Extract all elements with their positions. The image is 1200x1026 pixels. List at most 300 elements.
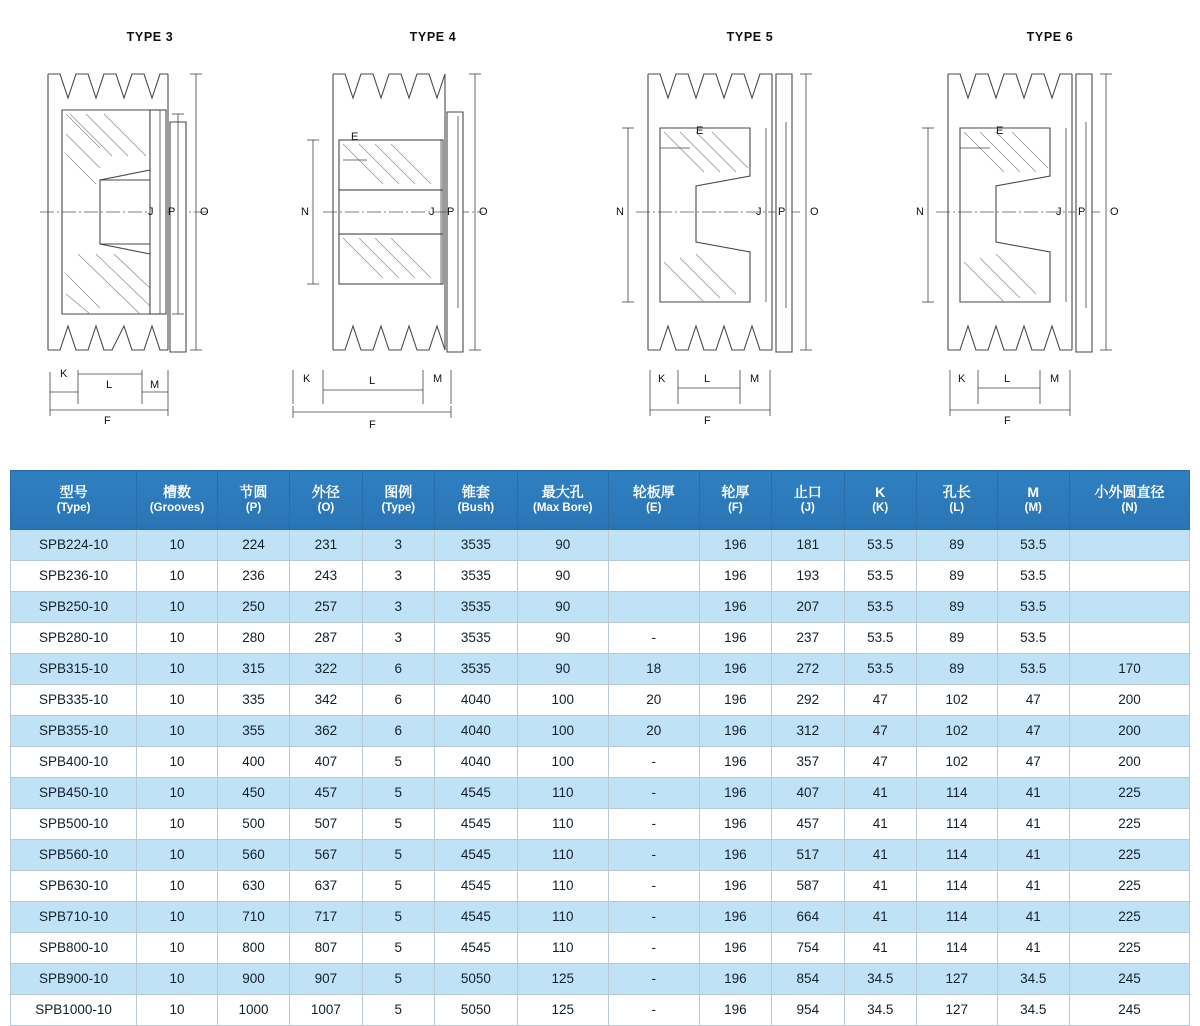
column-header-8 [699, 471, 771, 530]
pulley-drawing-type-4 [283, 52, 583, 452]
table-cell: 567 [290, 840, 362, 871]
table-cell: 53.5 [844, 561, 916, 592]
table-cell: - [608, 933, 699, 964]
column-header-main: K [875, 484, 886, 501]
table-cell: 89 [916, 592, 997, 623]
diagram-title: TYPE 4 [409, 30, 457, 44]
table-cell [1069, 561, 1189, 592]
table-row [11, 654, 1190, 685]
table-cell: 110 [517, 809, 608, 840]
column-header-main: 节圆 [239, 484, 268, 501]
column-header-main: M [1027, 484, 1040, 501]
table-cell: 237 [772, 623, 844, 654]
table-cell: 400 [217, 747, 289, 778]
column-header-main: 小外圆直径 [1094, 484, 1165, 501]
column-header-sub: (Bush) [457, 502, 495, 515]
table-cell: 41 [997, 871, 1069, 902]
column-header-sub: (E) [646, 502, 662, 515]
table-cell: 10 [137, 902, 218, 933]
table-cell: 507 [290, 809, 362, 840]
table-cell: - [608, 840, 699, 871]
table-cell: 225 [1069, 778, 1189, 809]
table-cell: 196 [699, 933, 771, 964]
table-cell: 196 [699, 654, 771, 685]
table-cell: 292 [772, 685, 844, 716]
cell-model: SPB630-10 [11, 871, 137, 902]
table-cell: 907 [290, 964, 362, 995]
table-cell: 41 [844, 778, 916, 809]
diagram-type-5 [600, 0, 900, 452]
table-cell: 89 [916, 530, 997, 561]
table-cell: 90 [517, 561, 608, 592]
table-cell: 110 [517, 933, 608, 964]
column-header-sub: (Type) [56, 502, 91, 515]
dim-label-L: L [369, 375, 376, 387]
column-header-sub: (N) [1121, 502, 1138, 515]
table-cell: 754 [772, 933, 844, 964]
cell-model: SPB450-10 [11, 778, 137, 809]
table-cell: 102 [916, 716, 997, 747]
table-cell: 10 [137, 933, 218, 964]
column-header-sub: (K) [872, 502, 889, 515]
table-cell: 457 [772, 809, 844, 840]
table-cell: 10 [137, 654, 218, 685]
dim-label-M: M [150, 379, 160, 391]
cell-model: SPB400-10 [11, 747, 137, 778]
table-cell: 900 [217, 964, 289, 995]
table-cell: 287 [290, 623, 362, 654]
table-cell: 854 [772, 964, 844, 995]
table-cell: 41 [844, 933, 916, 964]
column-header-sub: (M) [1024, 502, 1042, 515]
table-row [11, 716, 1190, 747]
diagram-title: TYPE 5 [726, 30, 774, 44]
cell-model: SPB335-10 [11, 685, 137, 716]
diagram-row [0, 0, 1200, 452]
table-cell: 114 [916, 902, 997, 933]
table-row [11, 809, 1190, 840]
table-cell: 110 [517, 871, 608, 902]
column-header-13 [1069, 471, 1189, 530]
dim-label-M: M [1050, 373, 1060, 385]
table-cell: 10 [137, 840, 218, 871]
table-cell: 127 [916, 995, 997, 1026]
pulley-drawing-type-5 [600, 52, 900, 452]
table-cell: 3535 [435, 592, 518, 623]
dim-label-E: E [696, 125, 704, 137]
table-cell: 6 [362, 654, 434, 685]
table-cell: 587 [772, 871, 844, 902]
dim-label-J: J [429, 206, 435, 218]
table-cell: 47 [844, 685, 916, 716]
table-cell: 231 [290, 530, 362, 561]
table-row [11, 840, 1190, 871]
table-cell [1069, 623, 1189, 654]
table-cell: 47 [997, 685, 1069, 716]
table-cell: 10 [137, 747, 218, 778]
table-cell: 250 [217, 592, 289, 623]
dim-label-N: N [301, 206, 309, 218]
table-cell: 100 [517, 747, 608, 778]
dim-label-E: E [996, 125, 1004, 137]
table-cell: 245 [1069, 964, 1189, 995]
table-cell: 225 [1069, 809, 1189, 840]
table-cell: 34.5 [844, 964, 916, 995]
column-header-12 [997, 471, 1069, 530]
column-header-9 [772, 471, 844, 530]
spec-table-wrapper [10, 470, 1190, 1026]
table-cell: 100 [517, 685, 608, 716]
table-cell: 10 [137, 995, 218, 1026]
dim-label-K: K [303, 373, 311, 385]
dim-label-J: J [1056, 206, 1062, 218]
table-cell: 34.5 [997, 964, 1069, 995]
table-cell: 3 [362, 561, 434, 592]
column-header-main: 图例 [384, 484, 413, 501]
dim-label-N: N [916, 206, 924, 218]
pulley-drawing-type-3 [0, 52, 300, 452]
table-cell: 272 [772, 654, 844, 685]
table-cell: 196 [699, 964, 771, 995]
table-cell: 5050 [435, 964, 518, 995]
table-cell: 125 [517, 964, 608, 995]
table-cell: 110 [517, 778, 608, 809]
dim-label-F: F [1004, 415, 1011, 427]
table-cell: 127 [916, 964, 997, 995]
table-cell: 322 [290, 654, 362, 685]
table-cell: 4545 [435, 871, 518, 902]
table-cell [608, 530, 699, 561]
table-row [11, 530, 1190, 561]
table-cell: 114 [916, 840, 997, 871]
dim-label-F: F [704, 415, 711, 427]
table-cell: 110 [517, 840, 608, 871]
table-cell: 245 [1069, 995, 1189, 1026]
table-cell: 6 [362, 685, 434, 716]
table-row [11, 592, 1190, 623]
cell-model: SPB560-10 [11, 840, 137, 871]
table-cell: 807 [290, 933, 362, 964]
column-header-7 [608, 471, 699, 530]
table-cell: 225 [1069, 902, 1189, 933]
diagram-title: TYPE 6 [1026, 30, 1074, 44]
diagram-type-3 [0, 0, 300, 452]
column-header-main: 最大孔 [541, 484, 584, 501]
table-cell: 10 [137, 964, 218, 995]
dim-label-M: M [750, 373, 760, 385]
table-cell [1069, 592, 1189, 623]
column-header-2 [217, 471, 289, 530]
table-cell: 100 [517, 716, 608, 747]
table-cell: 357 [772, 747, 844, 778]
table-cell: 5 [362, 902, 434, 933]
table-cell: 125 [517, 995, 608, 1026]
column-header-1 [137, 471, 218, 530]
column-header-main: 止口 [793, 484, 822, 501]
table-cell: 4545 [435, 840, 518, 871]
table-cell: 110 [517, 902, 608, 933]
cell-model: SPB500-10 [11, 809, 137, 840]
table-cell: 257 [290, 592, 362, 623]
table-cell: 4545 [435, 902, 518, 933]
table-cell: 193 [772, 561, 844, 592]
table-cell: 225 [1069, 871, 1189, 902]
table-cell: 517 [772, 840, 844, 871]
table-cell: 3 [362, 592, 434, 623]
table-row [11, 778, 1190, 809]
table-cell: 196 [699, 995, 771, 1026]
table-cell: 89 [916, 623, 997, 654]
table-head [11, 471, 1190, 530]
dim-label-O: O [1110, 206, 1119, 218]
table-cell: 457 [290, 778, 362, 809]
table-cell: 102 [916, 685, 997, 716]
table-cell: 200 [1069, 747, 1189, 778]
table-cell: 181 [772, 530, 844, 561]
column-header-sub: (P) [245, 502, 262, 515]
table-cell: 41 [844, 809, 916, 840]
diagram-type-6 [900, 0, 1200, 452]
table-cell: 362 [290, 716, 362, 747]
table-cell: 6 [362, 716, 434, 747]
column-header-3 [290, 471, 362, 530]
cell-model: SPB236-10 [11, 561, 137, 592]
table-cell: 3535 [435, 654, 518, 685]
table-cell: 200 [1069, 685, 1189, 716]
table-cell: 3535 [435, 530, 518, 561]
table-cell: 207 [772, 592, 844, 623]
table-cell: 710 [217, 902, 289, 933]
table-cell: 53.5 [997, 561, 1069, 592]
table-cell: 5 [362, 871, 434, 902]
column-header-main: 轮厚 [721, 484, 750, 501]
table-cell: 196 [699, 530, 771, 561]
table-cell: 53.5 [997, 654, 1069, 685]
table-cell: 717 [290, 902, 362, 933]
column-header-main: 槽数 [163, 484, 191, 501]
table-row [11, 995, 1190, 1026]
table-row [11, 902, 1190, 933]
table-cell: 5 [362, 933, 434, 964]
cell-model: SPB800-10 [11, 933, 137, 964]
dim-label-P: P [778, 206, 786, 218]
dim-label-J: J [756, 206, 762, 218]
dim-label-L: L [106, 379, 113, 391]
table-cell: 4545 [435, 933, 518, 964]
table-cell: 5050 [435, 995, 518, 1026]
table-row [11, 871, 1190, 902]
table-cell: 53.5 [997, 623, 1069, 654]
table-cell: - [608, 747, 699, 778]
table-cell: 5 [362, 747, 434, 778]
table-cell: 342 [290, 685, 362, 716]
table-cell: 630 [217, 871, 289, 902]
table-cell: 5 [362, 809, 434, 840]
column-header-sub: (Grooves) [149, 502, 205, 515]
column-header-0 [11, 471, 137, 530]
column-header-sub: (F) [728, 502, 743, 515]
cell-model: SPB1000-10 [11, 995, 137, 1026]
dim-label-P: P [168, 206, 176, 218]
table-cell: 664 [772, 902, 844, 933]
table-cell: 53.5 [844, 654, 916, 685]
table-cell: 500 [217, 809, 289, 840]
table-cell: 34.5 [997, 995, 1069, 1026]
table-cell: 4040 [435, 747, 518, 778]
table-cell: - [608, 902, 699, 933]
table-cell: 41 [844, 902, 916, 933]
table-cell: 10 [137, 561, 218, 592]
cell-model: SPB900-10 [11, 964, 137, 995]
table-cell: 196 [699, 561, 771, 592]
table-cell: 407 [772, 778, 844, 809]
table-cell: 20 [608, 716, 699, 747]
cell-model: SPB315-10 [11, 654, 137, 685]
table-cell: 10 [137, 530, 218, 561]
table-cell: 196 [699, 716, 771, 747]
column-header-main: 锥套 [461, 484, 490, 501]
table-cell: 224 [217, 530, 289, 561]
table-cell: 10 [137, 716, 218, 747]
column-header-main: 外径 [311, 484, 340, 501]
table-cell: 243 [290, 561, 362, 592]
table-cell: 280 [217, 623, 289, 654]
table-cell: 41 [997, 778, 1069, 809]
table-cell: 3 [362, 623, 434, 654]
table-cell: 407 [290, 747, 362, 778]
table-row [11, 561, 1190, 592]
column-header-sub: (L) [949, 502, 965, 515]
table-cell: 560 [217, 840, 289, 871]
table-cell: 114 [916, 778, 997, 809]
column-header-6 [517, 471, 608, 530]
table-cell: 53.5 [844, 592, 916, 623]
cell-model: SPB250-10 [11, 592, 137, 623]
dim-label-O: O [200, 206, 209, 218]
table-cell: 5 [362, 995, 434, 1026]
table-cell: 114 [916, 809, 997, 840]
column-header-5 [435, 471, 518, 530]
table-cell: 114 [916, 871, 997, 902]
table-cell: 196 [699, 747, 771, 778]
table-cell: 800 [217, 933, 289, 964]
dim-label-F: F [104, 415, 111, 427]
table-cell: 196 [699, 778, 771, 809]
cell-model: SPB355-10 [11, 716, 137, 747]
dim-label-O: O [479, 206, 488, 218]
table-cell: 196 [699, 623, 771, 654]
table-cell: 89 [916, 561, 997, 592]
table-cell: 225 [1069, 933, 1189, 964]
table-cell: 5 [362, 840, 434, 871]
cell-model: SPB280-10 [11, 623, 137, 654]
dim-label-O: O [810, 206, 819, 218]
table-cell: 236 [217, 561, 289, 592]
table-cell: 3535 [435, 623, 518, 654]
column-header-10 [844, 471, 916, 530]
table-cell: 53.5 [844, 623, 916, 654]
dim-label-K: K [658, 373, 666, 385]
column-header-4 [362, 471, 434, 530]
table-cell: 41 [997, 809, 1069, 840]
table-cell: 41 [844, 871, 916, 902]
column-header-main: 型号 [59, 484, 88, 501]
table-cell: 637 [290, 871, 362, 902]
header-row [11, 471, 1190, 530]
table-cell: 10 [137, 592, 218, 623]
table-cell: 450 [217, 778, 289, 809]
table-cell [608, 592, 699, 623]
column-header-sub: (Type) [381, 502, 416, 515]
table-cell: 954 [772, 995, 844, 1026]
table-cell: 53.5 [997, 530, 1069, 561]
table-cell: 114 [916, 933, 997, 964]
cell-model: SPB224-10 [11, 530, 137, 561]
table-row [11, 685, 1190, 716]
table-row [11, 964, 1190, 995]
dim-label-P: P [1078, 206, 1086, 218]
table-cell: 10 [137, 871, 218, 902]
table-cell: 90 [517, 530, 608, 561]
table-cell: 41 [997, 933, 1069, 964]
dim-label-E: E [351, 131, 359, 143]
table-cell: - [608, 809, 699, 840]
cell-model: SPB710-10 [11, 902, 137, 933]
dim-label-F: F [369, 419, 376, 431]
table-cell: 41 [997, 840, 1069, 871]
table-cell: 89 [916, 654, 997, 685]
table-cell: - [608, 778, 699, 809]
table-cell: 196 [699, 809, 771, 840]
table-cell: 196 [699, 685, 771, 716]
table-cell: 10 [137, 778, 218, 809]
table-cell: 315 [217, 654, 289, 685]
table-cell: 47 [844, 716, 916, 747]
spec-table [10, 470, 1190, 1026]
table-cell: - [608, 623, 699, 654]
dim-label-J: J [148, 206, 154, 218]
table-cell: 102 [916, 747, 997, 778]
table-cell: 47 [997, 747, 1069, 778]
dim-label-L: L [704, 373, 711, 385]
table-row [11, 933, 1190, 964]
table-cell: 355 [217, 716, 289, 747]
table-cell: 5 [362, 964, 434, 995]
table-cell: 18 [608, 654, 699, 685]
table-cell: 4545 [435, 778, 518, 809]
table-cell: 200 [1069, 716, 1189, 747]
table-cell: 47 [844, 747, 916, 778]
table-cell: 3535 [435, 561, 518, 592]
table-body [11, 530, 1190, 1026]
table-cell: 312 [772, 716, 844, 747]
table-cell: 53.5 [997, 592, 1069, 623]
table-cell: 10 [137, 623, 218, 654]
table-cell: 90 [517, 592, 608, 623]
table-cell: 47 [997, 716, 1069, 747]
column-header-11 [916, 471, 997, 530]
table-cell [1069, 530, 1189, 561]
pulley-drawing-type-6 [900, 52, 1200, 452]
table-cell: 335 [217, 685, 289, 716]
table-cell: 41 [844, 840, 916, 871]
table-cell: 196 [699, 840, 771, 871]
table-cell: 4040 [435, 685, 518, 716]
table-cell: 10 [137, 685, 218, 716]
table-cell: - [608, 964, 699, 995]
table-cell: 4040 [435, 716, 518, 747]
table-row [11, 623, 1190, 654]
